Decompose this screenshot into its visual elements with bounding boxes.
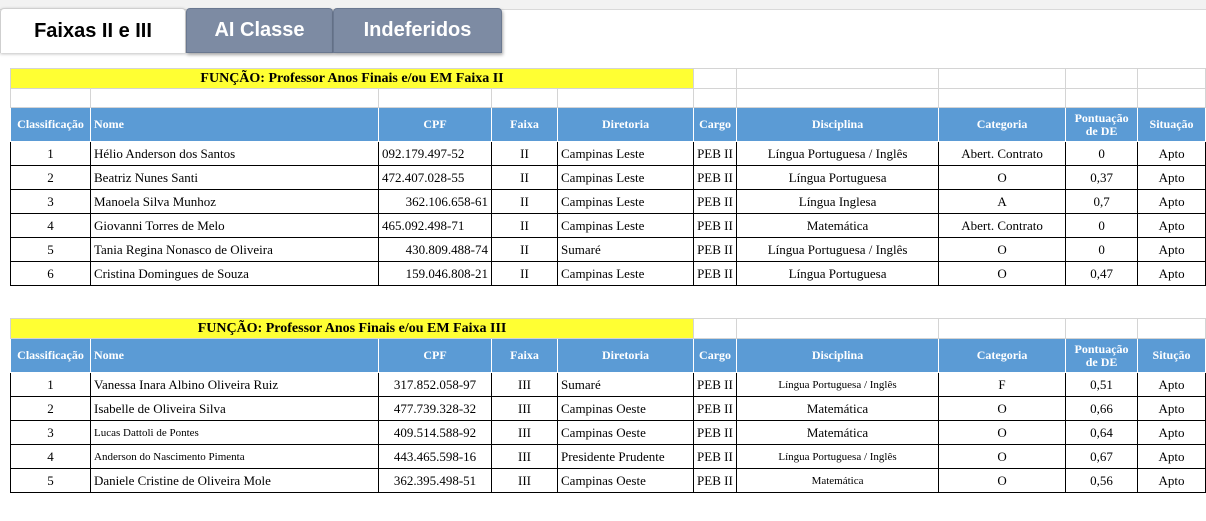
cell[interactable]: PEB II — [694, 238, 737, 262]
cell[interactable]: Apto — [1138, 397, 1206, 421]
column-header: Pontuação de DE — [1066, 339, 1138, 373]
cell[interactable]: Isabelle de Oliveira Silva — [91, 397, 379, 421]
cell[interactable]: Língua Portuguesa — [737, 262, 939, 286]
table-title: FUNÇÃO: Professor Anos Finais e/ou EM Faixa II — [11, 69, 694, 89]
cell[interactable]: Apto — [1138, 421, 1206, 445]
cell[interactable]: F — [939, 373, 1066, 397]
cell[interactable]: Campinas Oeste — [558, 397, 694, 421]
cell[interactable]: Apto — [1138, 262, 1206, 286]
cell[interactable]: II — [492, 262, 558, 286]
cell[interactable]: III — [492, 397, 558, 421]
table-row — [11, 214, 1206, 238]
cell[interactable]: III — [492, 469, 558, 493]
column-header: Classificação — [11, 339, 91, 373]
cell[interactable]: 465.092.498-71 — [379, 214, 492, 238]
cell[interactable]: O — [939, 238, 1066, 262]
cell[interactable]: 0,67 — [1066, 445, 1138, 469]
cell[interactable]: O — [939, 397, 1066, 421]
column-header: Situção — [1138, 339, 1206, 373]
cell[interactable]: Língua Portuguesa / Inglês — [737, 445, 939, 469]
table-row — [11, 445, 1206, 469]
cell[interactable]: Apto — [1138, 469, 1206, 493]
cell[interactable]: PEB II — [694, 421, 737, 445]
tab-ai-classe[interactable]: AI Classe — [186, 8, 333, 53]
cell[interactable]: 0 — [1066, 238, 1138, 262]
cell[interactable]: II — [492, 190, 558, 214]
cell[interactable]: 362.395.498-51 — [379, 469, 492, 493]
cell[interactable]: Giovanni Torres de Melo — [91, 214, 379, 238]
cell[interactable]: Língua Portuguesa / Inglês — [737, 238, 939, 262]
cell[interactable]: PEB II — [694, 262, 737, 286]
cell[interactable]: III — [492, 421, 558, 445]
cell[interactable]: Apto — [1138, 142, 1206, 166]
cell[interactable]: Matemática — [737, 214, 939, 238]
column-header: Faixa — [492, 108, 558, 142]
tab-faixas-ii-e-iii[interactable]: Faixas II e III — [0, 8, 186, 53]
cell[interactable]: Abert. Contrato — [939, 214, 1066, 238]
cell[interactable]: II — [492, 238, 558, 262]
cell[interactable]: PEB II — [694, 142, 737, 166]
cell[interactable]: 5 — [11, 238, 91, 262]
cell[interactable]: O — [939, 262, 1066, 286]
table-header-row — [11, 339, 1206, 373]
table-row — [11, 421, 1206, 445]
cell[interactable]: PEB II — [694, 166, 737, 190]
cell[interactable]: Sumaré — [558, 238, 694, 262]
column-header: CPF — [379, 108, 492, 142]
cell[interactable]: 317.852.058-97 — [379, 373, 492, 397]
cell[interactable]: 2 — [11, 397, 91, 421]
cell[interactable]: Daniele Cristine de Oliveira Mole — [91, 469, 379, 493]
cell[interactable]: Campinas Leste — [558, 166, 694, 190]
cell[interactable]: 3 — [11, 190, 91, 214]
cell[interactable]: Apto — [1138, 373, 1206, 397]
cell[interactable]: O — [939, 469, 1066, 493]
cell[interactable]: Língua Portuguesa — [737, 166, 939, 190]
cell[interactable]: Campinas Leste — [558, 190, 694, 214]
cell[interactable]: PEB II — [694, 190, 737, 214]
cell[interactable]: Campinas Oeste — [558, 421, 694, 445]
column-header: Nome — [91, 339, 379, 373]
table-row — [11, 190, 1206, 214]
column-header: Cargo — [694, 108, 737, 142]
table-row — [11, 373, 1206, 397]
table-title: FUNÇÃO: Professor Anos Finais e/ou EM Faixa III — [11, 319, 694, 339]
cell[interactable]: 159.046.808-21 — [379, 262, 492, 286]
cell[interactable]: Sumaré — [558, 373, 694, 397]
column-header: Cargo — [694, 339, 737, 373]
cell[interactable]: Abert. Contrato — [939, 142, 1066, 166]
cell[interactable]: Matemática — [737, 469, 939, 493]
cell[interactable]: 443.465.598-16 — [379, 445, 492, 469]
cell[interactable]: 0,37 — [1066, 166, 1138, 190]
table-row — [11, 142, 1206, 166]
cell[interactable]: 6 — [11, 262, 91, 286]
cell[interactable]: 1 — [11, 373, 91, 397]
column-header: Disciplina — [737, 339, 939, 373]
column-header: Nome — [91, 108, 379, 142]
tab-indeferidos[interactable]: Indeferidos — [333, 8, 502, 53]
cell[interactable]: 409.514.588-92 — [379, 421, 492, 445]
column-header: Faixa — [492, 339, 558, 373]
table-header-row — [11, 108, 1206, 142]
cell[interactable]: 0,66 — [1066, 397, 1138, 421]
cell[interactable]: 0,7 — [1066, 190, 1138, 214]
column-header: Categoria — [939, 339, 1066, 373]
cell[interactable]: Lucas Dattoli de Pontes — [91, 421, 379, 445]
cell[interactable]: II — [492, 214, 558, 238]
cell[interactable]: 3 — [11, 421, 91, 445]
column-header: Situação — [1138, 108, 1206, 142]
cell[interactable]: Campinas Leste — [558, 262, 694, 286]
cell[interactable]: 1 — [11, 142, 91, 166]
cell[interactable]: PEB II — [694, 445, 737, 469]
cell[interactable]: Cristina Domingues de Souza — [91, 262, 379, 286]
cell[interactable]: Matemática — [737, 421, 939, 445]
cell[interactable]: PEB II — [694, 397, 737, 421]
cell[interactable]: Manoela Silva Munhoz — [91, 190, 379, 214]
cell[interactable]: PEB II — [694, 373, 737, 397]
cell[interactable]: Beatriz Nunes Santi — [91, 166, 379, 190]
cell[interactable]: 0,47 — [1066, 262, 1138, 286]
cell[interactable]: II — [492, 142, 558, 166]
cell[interactable]: Apto — [1138, 190, 1206, 214]
cell[interactable]: 4 — [11, 445, 91, 469]
cell[interactable]: O — [939, 421, 1066, 445]
column-header: Classificação — [11, 108, 91, 142]
table-row — [11, 469, 1206, 493]
cell[interactable]: Língua Portuguesa / Inglês — [737, 142, 939, 166]
cell[interactable]: O — [939, 166, 1066, 190]
cell[interactable]: Campinas Leste — [558, 214, 694, 238]
cell[interactable]: II — [492, 166, 558, 190]
column-header: Disciplina — [737, 108, 939, 142]
table-row — [11, 262, 1206, 286]
column-header: Diretoria — [558, 339, 694, 373]
cell[interactable]: Anderson do Nascimento Pimenta — [91, 445, 379, 469]
table-row — [11, 397, 1206, 421]
faixa-ii-table — [10, 68, 1206, 286]
cell[interactable]: Campinas Oeste — [558, 469, 694, 493]
cell[interactable]: Apto — [1138, 214, 1206, 238]
column-header: Diretoria — [558, 108, 694, 142]
cell[interactable]: 0,56 — [1066, 469, 1138, 493]
cell[interactable]: A — [939, 190, 1066, 214]
cell[interactable]: III — [492, 445, 558, 469]
faixa-iii-table — [10, 318, 1206, 493]
table-row — [11, 238, 1206, 262]
cell[interactable]: 5 — [11, 469, 91, 493]
cell[interactable]: Matemática — [737, 397, 939, 421]
cell[interactable]: 0 — [1066, 214, 1138, 238]
cell[interactable]: 0,64 — [1066, 421, 1138, 445]
cell[interactable]: Hélio Anderson dos Santos — [91, 142, 379, 166]
cell[interactable]: Apto — [1138, 445, 1206, 469]
cell[interactable]: PEB II — [694, 214, 737, 238]
cell[interactable]: O — [939, 445, 1066, 469]
cell[interactable]: 472.407.028-55 — [379, 166, 492, 190]
cell[interactable]: 362.106.658-61 — [379, 190, 492, 214]
cell[interactable]: 430.809.488-74 — [379, 238, 492, 262]
cell[interactable]: Apto — [1138, 238, 1206, 262]
cell[interactable]: Língua Inglesa — [737, 190, 939, 214]
cell[interactable]: Língua Portuguesa / Inglês — [737, 373, 939, 397]
cell[interactable]: 4 — [11, 214, 91, 238]
cell[interactable]: Tania Regina Nonasco de Oliveira — [91, 238, 379, 262]
cell[interactable]: PEB II — [694, 469, 737, 493]
cell[interactable]: 092.179.497-52 — [379, 142, 492, 166]
cell[interactable]: Vanessa Inara Albino Oliveira Ruiz — [91, 373, 379, 397]
cell[interactable]: Presidente Prudente — [558, 445, 694, 469]
cell[interactable]: Campinas Leste — [558, 142, 694, 166]
cell[interactable]: 2 — [11, 166, 91, 190]
cell[interactable]: 0,51 — [1066, 373, 1138, 397]
cell[interactable]: Apto — [1138, 166, 1206, 190]
cell[interactable]: 477.739.328-32 — [379, 397, 492, 421]
table-row — [11, 166, 1206, 190]
column-header: Pontuação de DE — [1066, 108, 1138, 142]
cell[interactable]: 0 — [1066, 142, 1138, 166]
cell[interactable]: III — [492, 373, 558, 397]
column-header: CPF — [379, 339, 492, 373]
column-header: Categoria — [939, 108, 1066, 142]
